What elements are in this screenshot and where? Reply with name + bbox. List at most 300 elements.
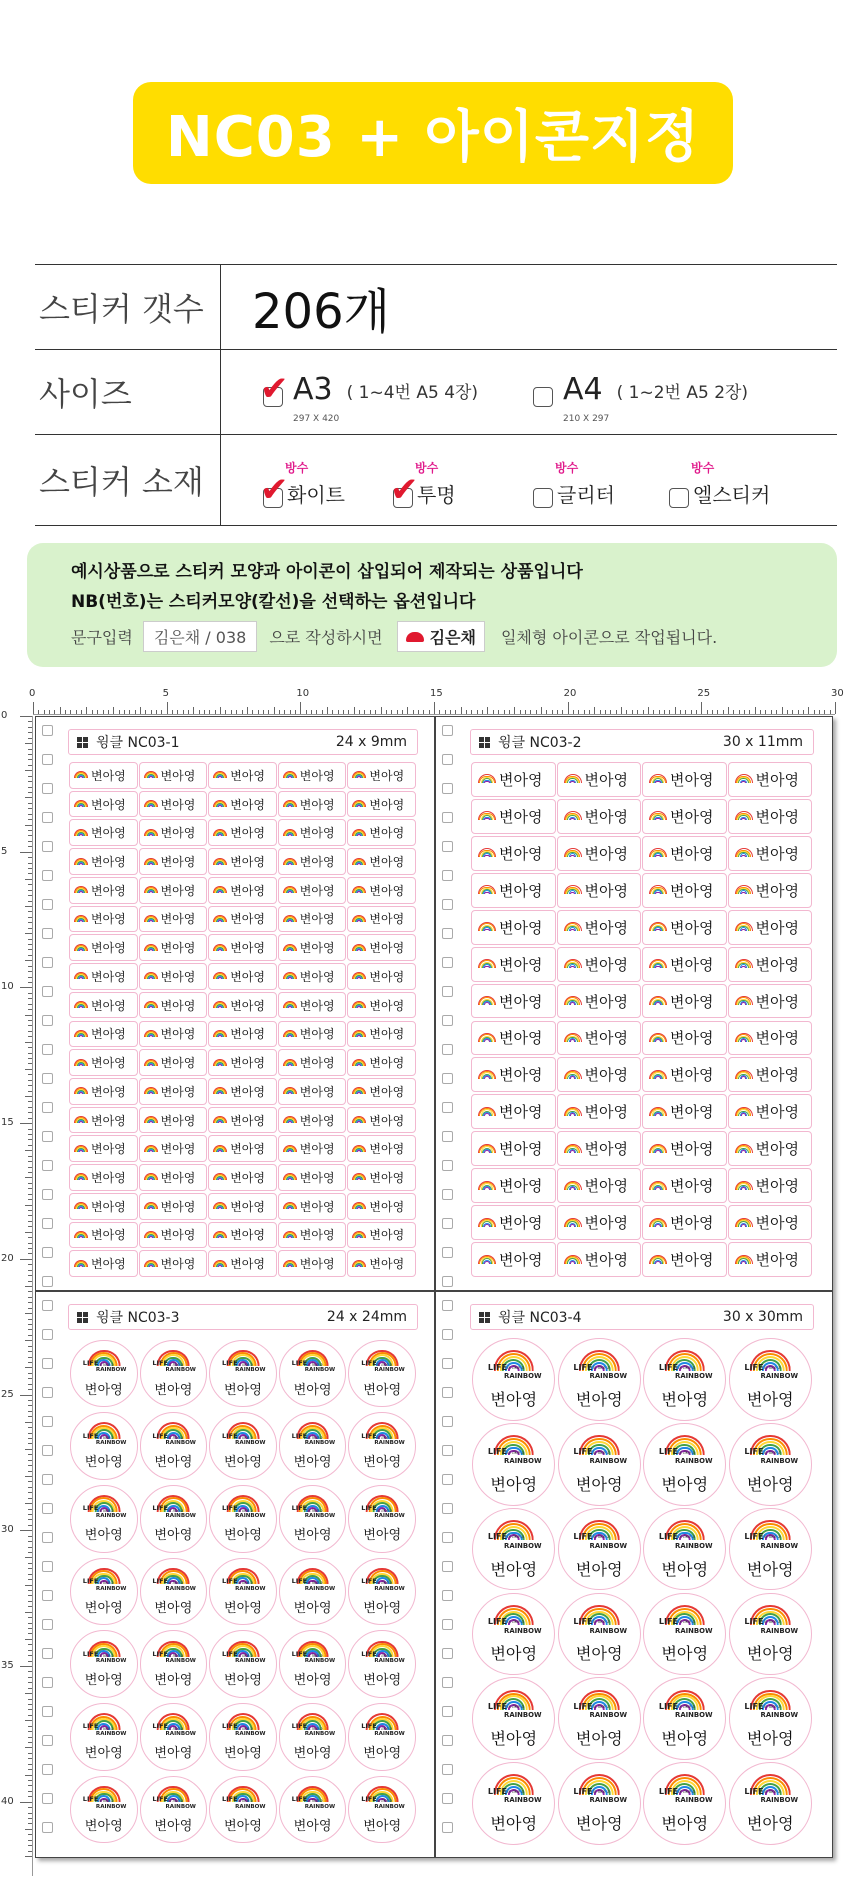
round-sticker bbox=[70, 1558, 138, 1626]
sticker-name: 변아영 bbox=[499, 1140, 543, 1159]
name-sticker bbox=[347, 877, 416, 904]
sticker-name: 변아영 bbox=[154, 1673, 193, 1689]
name-sticker bbox=[278, 992, 347, 1019]
name-sticker bbox=[139, 1250, 208, 1277]
icon-text-mid: is like a bbox=[376, 1362, 393, 1368]
ruler-tick bbox=[28, 846, 32, 847]
round-sticker bbox=[558, 1593, 641, 1676]
sticker-name: 변아영 bbox=[299, 1170, 335, 1185]
sticker-name: 변아영 bbox=[746, 1729, 794, 1749]
binding-hole bbox=[442, 1387, 453, 1398]
rainbow-icon bbox=[564, 848, 582, 858]
ruler-tick bbox=[28, 1243, 32, 1244]
icon-text-rainbow: RAINBOW bbox=[165, 1658, 196, 1665]
name-sticker bbox=[69, 848, 138, 875]
sticker-name: 변아영 bbox=[91, 1199, 126, 1214]
ruler-tick bbox=[20, 987, 32, 988]
sticker-name: 변아영 bbox=[661, 1729, 709, 1749]
name-sticker bbox=[471, 984, 556, 1019]
icon-text-life: LIFE bbox=[658, 1785, 679, 1796]
icon-text-rainbow: RAINBOW bbox=[589, 1796, 628, 1805]
binding-hole bbox=[42, 1073, 53, 1084]
icon-text-mid: is like a bbox=[98, 1507, 114, 1513]
binding-hole bbox=[42, 899, 53, 910]
ruler-tick bbox=[28, 1427, 32, 1428]
ruler-tick bbox=[28, 1058, 32, 1059]
name-sticker bbox=[642, 873, 727, 908]
material-option-clear[interactable] bbox=[390, 461, 456, 510]
name-sticker bbox=[347, 963, 416, 990]
name-sticker bbox=[347, 934, 416, 961]
binding-hole bbox=[42, 1329, 53, 1340]
sticker-name: 변아영 bbox=[584, 1103, 628, 1122]
material-option-white[interactable] bbox=[260, 461, 345, 510]
round-sticker bbox=[209, 1630, 277, 1698]
rainbow-icon bbox=[478, 774, 496, 784]
round-sticker bbox=[140, 1703, 208, 1771]
binding-hole bbox=[42, 783, 53, 794]
name-sticker bbox=[69, 1222, 138, 1249]
round-sticker bbox=[209, 1485, 277, 1553]
sticker-name: 변아영 bbox=[230, 969, 265, 984]
ruler-tick bbox=[306, 710, 307, 714]
icon-text-rainbow: RAINBOW bbox=[165, 1731, 196, 1738]
ruler-tick bbox=[648, 707, 649, 714]
ruler-tick bbox=[28, 1053, 32, 1054]
sticker-name: 변아영 bbox=[755, 955, 799, 974]
ruler-tick bbox=[25, 1205, 32, 1206]
round-sticker bbox=[348, 1412, 416, 1480]
ruler-tick bbox=[119, 710, 120, 714]
name-sticker bbox=[208, 819, 277, 846]
icon-text-rainbow: RAINBOW bbox=[95, 1585, 127, 1592]
ruler-tick bbox=[28, 1172, 32, 1173]
ruler-tick bbox=[28, 841, 32, 842]
sticker-name: 변아영 bbox=[293, 1455, 332, 1471]
round-sticker bbox=[348, 1558, 416, 1626]
ruler-tick bbox=[28, 1389, 32, 1390]
icon-text-mid: is like a bbox=[168, 1580, 184, 1586]
size-option-a4[interactable] bbox=[533, 372, 749, 424]
rainbow-icon bbox=[144, 1260, 158, 1268]
name-sticker bbox=[208, 1107, 277, 1134]
rainbow-icon bbox=[478, 1181, 496, 1191]
example-input: 김은채 / 038 bbox=[143, 621, 257, 652]
ruler-tick bbox=[28, 792, 32, 793]
sticker-name: 변아영 bbox=[584, 1140, 628, 1159]
name-sticker bbox=[139, 1021, 208, 1048]
name-sticker bbox=[347, 992, 416, 1019]
sticker-name: 변아영 bbox=[299, 1142, 335, 1157]
ruler-tick bbox=[25, 1720, 32, 1721]
ruler-tick bbox=[25, 1069, 32, 1070]
icon-text-rainbow: RAINBOW bbox=[95, 1512, 127, 1519]
rainbow-icon bbox=[649, 1255, 667, 1265]
sticker-name: 변아영 bbox=[91, 1257, 126, 1272]
ruler-tick bbox=[28, 1210, 32, 1211]
round-sticker bbox=[348, 1776, 416, 1844]
name-sticker bbox=[139, 934, 208, 961]
icon-text-mid: is like a bbox=[376, 1798, 393, 1804]
icon-text-life: LIFE bbox=[221, 1577, 238, 1586]
ruler-tick bbox=[28, 863, 32, 864]
ruler-tick bbox=[28, 1275, 32, 1276]
sticker-name: 변아영 bbox=[369, 826, 405, 841]
sticker-name: 변아영 bbox=[91, 1056, 126, 1071]
rainbow-icon bbox=[478, 1107, 496, 1117]
ruler-tick bbox=[723, 710, 724, 714]
icon-text-rainbow: RAINBOW bbox=[675, 1711, 713, 1720]
binding-hole bbox=[42, 841, 53, 852]
material-lsticker-checkbox[interactable] bbox=[669, 488, 689, 508]
sticker-name: 변아영 bbox=[369, 1027, 405, 1042]
ruler-tick bbox=[28, 1617, 32, 1618]
rainbow-icon bbox=[352, 1202, 366, 1210]
sticker-name: 변아영 bbox=[369, 1228, 405, 1243]
ruler-tick bbox=[28, 1036, 32, 1037]
rainbow-icon bbox=[649, 1181, 667, 1191]
icon-text-mid: is like a bbox=[98, 1362, 114, 1368]
ruler-tick bbox=[717, 710, 718, 714]
ruler-tick bbox=[28, 1704, 32, 1705]
sticker-name: 변아영 bbox=[499, 770, 543, 789]
icon-text-life: LIFE bbox=[658, 1361, 679, 1372]
name-sticker bbox=[69, 762, 138, 789]
ruler-tick bbox=[28, 1433, 32, 1434]
sticker-name: 변아영 bbox=[670, 881, 714, 900]
icon-text-rainbow: RAINBOW bbox=[675, 1796, 713, 1805]
round-sticker bbox=[643, 1762, 726, 1845]
rainbow-icon bbox=[74, 1116, 88, 1124]
ruler-top-label: 30 bbox=[831, 688, 844, 699]
ruler-tick bbox=[28, 1525, 32, 1526]
ruler-tick bbox=[311, 710, 312, 714]
ruler-tick bbox=[28, 1796, 32, 1797]
name-sticker bbox=[728, 762, 813, 797]
name-sticker bbox=[728, 1021, 813, 1056]
ruler-tick bbox=[771, 710, 772, 714]
ruler-tick bbox=[28, 1112, 32, 1113]
ruler-tick bbox=[701, 702, 702, 714]
ruler-tick bbox=[25, 906, 32, 907]
sheet-quadrant bbox=[436, 1292, 832, 1857]
sticker-name: 변아영 bbox=[154, 1455, 193, 1471]
ruler-tick bbox=[28, 759, 32, 760]
icon-text-life: LIFE bbox=[573, 1446, 593, 1457]
sticker-name: 변아영 bbox=[746, 1559, 794, 1579]
ruler-tick bbox=[242, 710, 243, 714]
material-white-label: 화이트 bbox=[287, 483, 345, 507]
ruler-tick bbox=[28, 1568, 32, 1569]
ruler-tick bbox=[25, 1367, 32, 1368]
ruler-tick bbox=[124, 710, 125, 714]
name-sticker bbox=[278, 791, 347, 818]
icon-text-life: LIFE bbox=[152, 1504, 168, 1513]
ruler-tick bbox=[28, 1671, 32, 1672]
ruler-tick bbox=[653, 710, 654, 714]
name-sticker bbox=[471, 836, 556, 871]
sticker-name: 변아영 bbox=[499, 881, 543, 900]
quadrant-header bbox=[470, 1304, 814, 1330]
ruler-tick bbox=[103, 710, 104, 714]
ruler-tick bbox=[803, 710, 804, 714]
ruler-tick bbox=[25, 1856, 32, 1857]
binding-hole bbox=[442, 1648, 453, 1659]
name-sticker bbox=[208, 1222, 277, 1249]
icon-text-life: LIFE bbox=[152, 1358, 168, 1367]
name-sticker bbox=[471, 1168, 556, 1203]
name-sticker bbox=[69, 1049, 138, 1076]
sticker-name: 변아영 bbox=[160, 883, 196, 898]
binding-hole bbox=[42, 957, 53, 968]
rainbow-icon bbox=[478, 996, 496, 1006]
ruler-tick bbox=[167, 702, 168, 714]
binding-hole bbox=[442, 1532, 453, 1543]
ruler-tick bbox=[28, 1400, 32, 1401]
sticker-name: 변아영 bbox=[369, 1257, 405, 1272]
sticker-name: 변아영 bbox=[363, 1455, 402, 1471]
sticker-name: 변아영 bbox=[670, 770, 714, 789]
ruler-tick bbox=[28, 1346, 32, 1347]
sticker-name: 변아영 bbox=[369, 941, 405, 956]
ruler-tick bbox=[25, 1286, 32, 1287]
ruler-tick bbox=[44, 710, 45, 714]
name-sticker bbox=[347, 1164, 416, 1191]
sticker-name: 변아영 bbox=[584, 1029, 628, 1048]
name-sticker bbox=[208, 1164, 277, 1191]
sticker-name: 변아영 bbox=[670, 1177, 714, 1196]
rainbow-icon bbox=[283, 1145, 297, 1153]
binding-hole bbox=[42, 812, 53, 823]
rainbow-icon bbox=[74, 1173, 88, 1181]
ruler-tick bbox=[434, 702, 435, 714]
sticker-name: 변아영 bbox=[661, 1814, 709, 1834]
ruler-tick bbox=[28, 765, 32, 766]
sticker-name: 변아영 bbox=[299, 883, 335, 898]
grid-icon bbox=[479, 1312, 490, 1323]
icon-text-rainbow: RAINBOW bbox=[165, 1440, 196, 1447]
rainbow-icon bbox=[352, 1116, 366, 1124]
ruler-tick bbox=[28, 1324, 32, 1325]
size-a4-checkbox[interactable] bbox=[533, 387, 553, 407]
sticker-name: 변아영 bbox=[490, 1644, 538, 1664]
rainbow-icon bbox=[735, 996, 753, 1006]
quadrant-size: 24 x 9mm bbox=[335, 734, 407, 750]
ruler-tick bbox=[418, 710, 419, 714]
rainbow-icon bbox=[564, 1033, 582, 1043]
name-sticker bbox=[139, 877, 208, 904]
rainbow-icon bbox=[283, 1087, 297, 1095]
icon-text-mid: is like a bbox=[763, 1620, 781, 1626]
name-sticker bbox=[471, 762, 556, 797]
ruler-tick bbox=[28, 857, 32, 858]
ruler-tick bbox=[25, 1096, 32, 1097]
round-sticker bbox=[729, 1508, 812, 1591]
sticker-name: 변아영 bbox=[584, 1214, 628, 1233]
ruler-tick bbox=[113, 707, 114, 714]
ruler-left-label: 0 bbox=[1, 710, 8, 721]
icon-text-mid: is like a bbox=[98, 1725, 114, 1731]
ruler-tick bbox=[776, 710, 777, 714]
size-option-a3[interactable] bbox=[260, 369, 479, 424]
ruler-tick bbox=[407, 707, 408, 714]
rainbow-icon bbox=[144, 829, 158, 837]
binding-hole bbox=[42, 1706, 53, 1717]
ruler-tick bbox=[28, 776, 32, 777]
rainbow-icon bbox=[213, 915, 227, 923]
icon-text-life: LIFE bbox=[573, 1700, 593, 1711]
material-glitter-checkbox[interactable] bbox=[533, 488, 553, 508]
round-sticker bbox=[140, 1630, 208, 1698]
sticker-name: 변아영 bbox=[670, 1066, 714, 1085]
icon-text-mid: is like a bbox=[237, 1434, 253, 1440]
ruler-tick bbox=[28, 754, 32, 755]
ruler-tick bbox=[28, 732, 32, 733]
sticker-name: 변아영 bbox=[293, 1528, 332, 1544]
ruler-tick bbox=[28, 830, 32, 831]
ruler-tick bbox=[28, 1737, 32, 1738]
name-sticker bbox=[471, 873, 556, 908]
sticker-name: 변아영 bbox=[670, 1103, 714, 1122]
icon-text-life: LIFE bbox=[744, 1700, 764, 1711]
ruler-tick bbox=[28, 1319, 32, 1320]
ruler-tick bbox=[28, 1818, 32, 1819]
icon-text-mid: is like a bbox=[307, 1434, 323, 1440]
material-option-glitter[interactable] bbox=[533, 461, 615, 508]
sticker-name: 변아영 bbox=[230, 1113, 265, 1128]
ruler-tick bbox=[28, 873, 32, 874]
icon-text-life: LIFE bbox=[291, 1504, 308, 1513]
ruler-tick bbox=[28, 1552, 32, 1553]
binding-hole bbox=[42, 1590, 53, 1601]
material-white-checkbox[interactable] bbox=[260, 470, 289, 510]
rainbow-icon bbox=[74, 858, 88, 866]
ruler-tick bbox=[20, 716, 32, 717]
ruler-tick bbox=[28, 890, 32, 891]
ruler-tick bbox=[25, 743, 32, 744]
rainbow-icon bbox=[74, 800, 88, 808]
icon-text-life: LIFE bbox=[291, 1431, 308, 1440]
icon-text-rainbow: RAINBOW bbox=[675, 1456, 713, 1465]
round-sticker bbox=[558, 1677, 641, 1760]
ruler-tick bbox=[28, 1004, 32, 1005]
sticker-name: 변아영 bbox=[223, 1673, 262, 1689]
icon-text-life: LIFE bbox=[744, 1616, 764, 1627]
name-sticker bbox=[642, 799, 727, 834]
ruler-tick bbox=[25, 1150, 32, 1151]
icon-text-rainbow: RAINBOW bbox=[374, 1731, 405, 1738]
binding-hole bbox=[42, 1044, 53, 1055]
sticker-name: 변아영 bbox=[160, 855, 196, 870]
sticker-name: 변아영 bbox=[299, 1257, 335, 1272]
icon-text-rainbow: RAINBOW bbox=[760, 1796, 799, 1805]
rainbow-icon bbox=[564, 885, 582, 895]
ruler-tick bbox=[498, 710, 499, 714]
rainbow-icon bbox=[213, 1059, 227, 1067]
ruler-tick bbox=[28, 1080, 32, 1081]
ruler-tick bbox=[231, 710, 232, 714]
ruler-tick bbox=[25, 1747, 32, 1748]
ruler-tick bbox=[552, 710, 553, 714]
icon-text-life: LIFE bbox=[658, 1700, 679, 1711]
rainbow-icon bbox=[283, 1260, 297, 1268]
icon-text-mid: is like a bbox=[678, 1450, 696, 1456]
sticker-name: 변아영 bbox=[230, 826, 265, 841]
ruler-tick bbox=[28, 1460, 32, 1461]
binding-hole bbox=[42, 1189, 53, 1200]
sticker-name: 변아영 bbox=[91, 1027, 126, 1042]
name-sticker bbox=[278, 1222, 347, 1249]
round-sticker bbox=[643, 1508, 726, 1591]
material-option-lsticker[interactable] bbox=[669, 461, 771, 508]
sticker-name: 변아영 bbox=[369, 1199, 405, 1214]
ruler-tick bbox=[28, 814, 32, 815]
ruler-left-label: 5 bbox=[1, 845, 8, 857]
size-a3-checkbox[interactable] bbox=[260, 369, 289, 409]
rainbow-icon bbox=[144, 1173, 158, 1181]
name-sticker bbox=[278, 1049, 347, 1076]
material-clear-checkbox[interactable] bbox=[390, 470, 419, 510]
icon-text-life: LIFE bbox=[221, 1795, 238, 1804]
sticker-name: 변아영 bbox=[293, 1746, 332, 1762]
ruler-tick bbox=[798, 710, 799, 714]
info-box bbox=[27, 543, 837, 667]
ruler-tick bbox=[621, 707, 622, 714]
icon-text-rainbow: RAINBOW bbox=[374, 1803, 405, 1810]
rainbow-icon bbox=[564, 1070, 582, 1080]
icon-text-life: LIFE bbox=[291, 1577, 308, 1586]
round-sticker bbox=[140, 1412, 208, 1480]
name-sticker bbox=[557, 873, 642, 908]
icon-text-mid: is like a bbox=[763, 1365, 781, 1371]
sticker-name: 변아영 bbox=[293, 1382, 332, 1398]
ruler-tick bbox=[28, 819, 32, 820]
icon-text-life: LIFE bbox=[573, 1616, 593, 1627]
binding-hole bbox=[42, 1015, 53, 1026]
binding-hole bbox=[442, 957, 453, 968]
ruler-tick bbox=[338, 710, 339, 714]
sticker-name: 변아영 bbox=[584, 955, 628, 974]
icon-text-life: LIFE bbox=[361, 1577, 377, 1586]
icon-text-rainbow: RAINBOW bbox=[304, 1731, 336, 1738]
ruler-tick bbox=[28, 1248, 32, 1249]
sticker-name: 변아영 bbox=[755, 1251, 799, 1270]
size-a4-name: A4 bbox=[563, 372, 603, 407]
icon-text-life: LIFE bbox=[152, 1431, 168, 1440]
ruler-tick bbox=[28, 901, 32, 902]
sticker-name: 변아영 bbox=[755, 992, 799, 1011]
name-sticker bbox=[278, 1193, 347, 1220]
ruler-tick bbox=[28, 1769, 32, 1770]
ruler-tick bbox=[28, 1633, 32, 1634]
ruler-tick bbox=[712, 710, 713, 714]
icon-text-rainbow: RAINBOW bbox=[675, 1541, 713, 1550]
ruler-top-label: 10 bbox=[296, 688, 310, 699]
ruler-left-label: 25 bbox=[1, 1388, 14, 1400]
ruler-tick bbox=[557, 710, 558, 714]
ruler-tick bbox=[290, 710, 291, 714]
ruler-tick bbox=[28, 1731, 32, 1732]
ruler-tick bbox=[504, 710, 505, 714]
ruler-tick bbox=[28, 1780, 32, 1781]
icon-text-life: LIFE bbox=[221, 1504, 238, 1513]
icon-text-life: LIFE bbox=[487, 1785, 508, 1796]
name-sticker bbox=[208, 1021, 277, 1048]
sticker-name: 변아영 bbox=[499, 992, 543, 1011]
sticker-name: 변아영 bbox=[160, 1170, 196, 1185]
icon-text-mid: is like a bbox=[168, 1507, 184, 1513]
rainbow-icon bbox=[144, 1087, 158, 1095]
